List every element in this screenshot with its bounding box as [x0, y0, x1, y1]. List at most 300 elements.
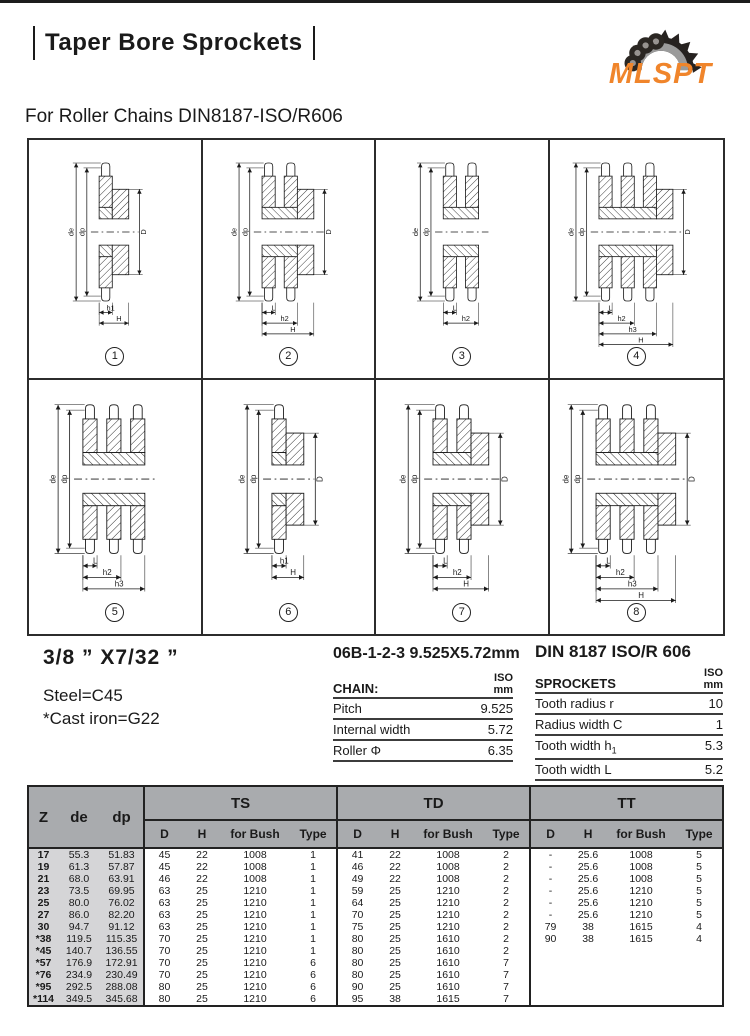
chain-row: [333, 741, 513, 762]
table-cell: [570, 993, 606, 1006]
svg-text:H: H: [289, 324, 296, 334]
svg-text:D: D: [314, 476, 324, 482]
table-cell: 17: [28, 848, 58, 861]
din-label: Tooth width L: [535, 761, 612, 777]
svg-text:h3: h3: [628, 324, 637, 334]
table-row: [28, 957, 723, 969]
sprocket-diagram-5: [29, 380, 203, 634]
table-cell: *114: [28, 993, 58, 1006]
table-cell: 49: [337, 873, 377, 885]
din-table-title: DIN 8187 ISO/R 606: [535, 642, 691, 661]
table-cell: 80: [144, 981, 184, 993]
din-value: 10: [708, 696, 723, 712]
table-cell: 91.12: [100, 921, 144, 933]
table-cell: 119.5: [58, 933, 100, 945]
page-header: [33, 26, 315, 60]
table-cell: [676, 957, 723, 969]
table-cell: 70: [144, 969, 184, 981]
table-cell: 172.91: [100, 957, 144, 969]
sprocket-diagram-6: [203, 380, 377, 634]
table-cell: 55.3: [58, 848, 100, 861]
table-cell: 80.0: [58, 897, 100, 909]
diagram-number: 7: [452, 603, 471, 622]
chain-value: 9.525: [480, 701, 513, 717]
table-cell: 2: [503, 873, 509, 885]
svg-text:h1: h1: [106, 303, 115, 313]
table-cell: 176.9: [58, 957, 100, 969]
table-cell: 1210: [243, 921, 267, 933]
table-cell: 4: [696, 921, 702, 933]
table-cell: 25: [196, 921, 208, 933]
table-cell: 1210: [243, 981, 267, 993]
sub-header: Type: [676, 820, 723, 848]
table-cell: 63: [144, 885, 184, 897]
table-row: [28, 945, 723, 957]
svg-text:de: de: [66, 227, 76, 237]
table-cell: -: [530, 848, 570, 861]
table-cell: 21: [28, 873, 58, 885]
table-cell: 2: [503, 945, 509, 957]
table-cell: *95: [28, 981, 58, 993]
dimension-table-body: [28, 848, 723, 1006]
col-header-dp: dp: [100, 786, 144, 848]
sub-header: for Bush: [413, 820, 483, 848]
table-cell: 1615: [436, 993, 460, 1005]
table-cell: 80: [144, 993, 184, 1006]
table-cell: 57.87: [100, 861, 144, 873]
svg-text:L: L: [93, 556, 98, 566]
table-cell: 75: [337, 921, 377, 933]
table-cell: 1: [310, 933, 316, 945]
table-cell: 38: [582, 921, 594, 933]
title-left-bar: [33, 26, 35, 60]
din-row: [535, 715, 723, 736]
table-cell: 22: [196, 873, 208, 885]
page-title: Taper Bore Sprockets: [45, 29, 303, 56]
table-cell: [606, 957, 676, 969]
group-header-TD: TD: [337, 786, 530, 820]
table-cell: [530, 945, 570, 957]
table-cell: 25.6: [577, 909, 599, 921]
din-unit: ISO mm: [703, 667, 723, 691]
table-cell: 38: [389, 993, 401, 1005]
table-cell: 22: [389, 849, 401, 861]
table-cell: *76: [28, 969, 58, 981]
svg-text:de: de: [48, 474, 58, 484]
steel-spec: Steel=C45: [43, 686, 123, 705]
table-cell: 136.55: [100, 945, 144, 957]
chain-size: 3/8 ” X7/32 ”: [43, 646, 179, 669]
svg-text:dp: dp: [239, 227, 249, 237]
svg-text:H: H: [463, 579, 470, 589]
table-cell: 349.5: [58, 993, 100, 1006]
table-cell: 80: [337, 957, 377, 969]
svg-text:de: de: [410, 227, 420, 237]
table-cell: 45: [144, 861, 184, 873]
sprocket-diagram-3: [376, 140, 550, 380]
table-cell: 51.83: [100, 848, 144, 861]
svg-text:de: de: [566, 227, 575, 237]
sprocket-diagram-1: [29, 140, 203, 380]
table-cell: 90: [530, 933, 570, 945]
svg-text:dp: dp: [77, 227, 87, 237]
table-cell: 25.6: [577, 885, 599, 897]
sprocket-drawing-icon: [29, 380, 201, 603]
sub-header: H: [570, 820, 606, 848]
table-cell: 1008: [629, 861, 653, 873]
table-cell: 2: [503, 909, 509, 921]
table-cell: 25: [389, 969, 401, 981]
table-cell: 1: [310, 861, 316, 873]
table-cell: 25: [196, 957, 208, 969]
table-cell: 63: [144, 897, 184, 909]
spec-block: [43, 646, 179, 729]
sub-header: Type: [483, 820, 530, 848]
table-cell: 1610: [436, 945, 460, 957]
svg-text:h3: h3: [114, 579, 124, 589]
diagram-number: 2: [279, 347, 298, 366]
table-cell: 25: [196, 885, 208, 897]
sub-header: Type: [290, 820, 337, 848]
table-cell: *45: [28, 945, 58, 957]
table-row: [28, 848, 723, 861]
table-cell: 1210: [243, 993, 267, 1005]
sub-header: D: [530, 820, 570, 848]
chain-table-header: [333, 673, 513, 699]
table-cell: 25: [389, 909, 401, 921]
svg-text:de: de: [398, 474, 408, 484]
table-row: [28, 921, 723, 933]
col-header-Z: Z: [28, 786, 58, 848]
table-cell: 94.7: [58, 921, 100, 933]
table-cell: 2: [503, 861, 509, 873]
table-cell: 95: [337, 993, 377, 1006]
table-cell: 288.08: [100, 981, 144, 993]
table-cell: 1008: [243, 873, 267, 885]
table-cell: 1: [310, 897, 316, 909]
cast-iron-spec: *Cast iron=G22: [43, 709, 160, 728]
table-cell: 2: [503, 921, 509, 933]
table-cell: 5: [696, 873, 702, 885]
din-value: 1: [715, 717, 723, 733]
sub-header: H: [184, 820, 220, 848]
table-cell: 2: [503, 897, 509, 909]
table-cell: 25: [389, 933, 401, 945]
diagram-number: 5: [105, 603, 124, 622]
top-rule: [0, 0, 750, 3]
table-cell: 1008: [629, 849, 653, 861]
table-cell: 5: [696, 885, 702, 897]
table-cell: 1008: [243, 849, 267, 861]
table-cell: 5: [696, 849, 702, 861]
table-cell: 63: [144, 921, 184, 933]
table-cell: 1210: [243, 909, 267, 921]
svg-text:L: L: [452, 303, 457, 313]
sprocket-diagram-grid: [27, 138, 725, 636]
dimension-table-head: [28, 786, 723, 848]
table-cell: 1: [310, 945, 316, 957]
table-cell: 30: [28, 921, 58, 933]
table-cell: 79: [530, 921, 570, 933]
chain-value: 5.72: [487, 722, 513, 738]
table-cell: 1615: [629, 921, 653, 933]
din-label: Radius width C: [535, 717, 623, 733]
table-cell: 7: [503, 981, 509, 993]
sprocket-diagram-7: [376, 380, 550, 634]
table-cell: 6: [310, 981, 316, 993]
table-cell: 22: [389, 873, 401, 885]
table-row: [28, 909, 723, 921]
table-cell: [676, 969, 723, 981]
sub-header: for Bush: [220, 820, 290, 848]
table-cell: 1210: [243, 897, 267, 909]
table-cell: 6: [310, 957, 316, 969]
table-row: [28, 969, 723, 981]
sprocket-diagram-4: [550, 140, 724, 380]
table-cell: 7: [503, 969, 509, 981]
group-header-TS: TS: [144, 786, 337, 820]
table-cell: 2: [503, 885, 509, 897]
table-cell: 5: [696, 909, 702, 921]
svg-text:de: de: [561, 474, 571, 484]
table-cell: 46: [337, 861, 377, 873]
table-cell: 1: [310, 873, 316, 885]
svg-text:h2: h2: [461, 314, 470, 324]
chain-label: Roller Φ: [333, 743, 381, 759]
sub-header: D: [144, 820, 184, 848]
table-cell: 1210: [243, 957, 267, 969]
svg-text:de: de: [237, 474, 247, 484]
table-cell: 25: [196, 981, 208, 993]
table-cell: 90: [337, 981, 377, 993]
table-cell: 70: [337, 909, 377, 921]
table-cell: 1610: [436, 957, 460, 969]
table-cell: *38: [28, 933, 58, 945]
svg-text:dp: dp: [59, 474, 69, 484]
chain-value: 6.35: [487, 743, 513, 759]
svg-text:H: H: [289, 568, 296, 578]
diagram-number: 3: [452, 347, 471, 366]
table-cell: [606, 969, 676, 981]
table-cell: [676, 981, 723, 993]
sprocket-diagram-2: [203, 140, 377, 380]
table-cell: 76.02: [100, 897, 144, 909]
table-cell: 25: [28, 897, 58, 909]
table-cell: 22: [196, 849, 208, 861]
table-cell: 82.20: [100, 909, 144, 921]
table-cell: [570, 945, 606, 957]
table-cell: [606, 993, 676, 1006]
sprocket-diagram-8: [550, 380, 724, 634]
table-cell: 1210: [629, 885, 653, 897]
svg-text:L: L: [270, 303, 276, 313]
svg-text:H: H: [637, 335, 644, 345]
table-cell: 25: [389, 897, 401, 909]
sprocket-drawing-icon: [29, 140, 201, 347]
table-cell: 25: [389, 945, 401, 957]
table-cell: 25: [196, 993, 208, 1005]
table-cell: 25: [389, 921, 401, 933]
table-cell: 69.95: [100, 885, 144, 897]
din-label: Tooth radius r: [535, 696, 614, 712]
table-cell: 63.91: [100, 873, 144, 885]
table-cell: [570, 957, 606, 969]
din-table-header: [535, 668, 723, 694]
table-cell: 25: [196, 897, 208, 909]
table-cell: [570, 969, 606, 981]
table-cell: 68.0: [58, 873, 100, 885]
svg-text:H: H: [637, 591, 644, 601]
svg-text:dp: dp: [410, 474, 420, 484]
svg-text:h3: h3: [627, 579, 637, 589]
svg-text:dp: dp: [421, 227, 431, 237]
table-cell: 46: [144, 873, 184, 885]
svg-text:D: D: [323, 229, 333, 235]
svg-text:h2: h2: [102, 568, 112, 578]
company-logo: [598, 10, 723, 96]
table-row: [28, 993, 723, 1006]
svg-text:h2: h2: [280, 314, 289, 324]
sub-header: D: [337, 820, 377, 848]
svg-text:L: L: [607, 303, 613, 313]
table-cell: 1008: [436, 849, 460, 861]
table-cell: 7: [503, 957, 509, 969]
svg-text:D: D: [138, 229, 148, 235]
table-cell: 25: [196, 945, 208, 957]
table-cell: 1: [310, 885, 316, 897]
title-right-bar: [313, 26, 315, 60]
table-cell: 6: [310, 993, 316, 1005]
table-cell: 80: [337, 933, 377, 945]
diagram-number: 4: [627, 347, 646, 366]
table-cell: [530, 993, 570, 1006]
table-cell: [606, 981, 676, 993]
din-header-label: SPROCKETS: [535, 676, 616, 692]
table-cell: 1210: [436, 885, 460, 897]
table-cell: 345.68: [100, 993, 144, 1006]
svg-text:D: D: [500, 476, 510, 482]
table-cell: 70: [144, 933, 184, 945]
diagram-number: 8: [627, 603, 646, 622]
sub-header: H: [377, 820, 413, 848]
table-cell: [570, 981, 606, 993]
table-cell: 5: [696, 861, 702, 873]
svg-text:D: D: [686, 476, 696, 482]
sprocket-drawing-icon: [376, 140, 548, 347]
table-cell: 64: [337, 897, 377, 909]
table-cell: 1210: [436, 921, 460, 933]
table-cell: 5: [696, 897, 702, 909]
table-cell: 25: [389, 981, 401, 993]
svg-text:L: L: [443, 556, 448, 566]
table-cell: 1610: [436, 981, 460, 993]
table-cell: 19: [28, 861, 58, 873]
table-cell: 25: [389, 885, 401, 897]
din-row: [535, 694, 723, 715]
table-cell: 1210: [243, 945, 267, 957]
table-cell: 1610: [436, 933, 460, 945]
din-value: 5.2: [704, 761, 723, 777]
table-cell: 115.35: [100, 933, 144, 945]
svg-text:de: de: [229, 227, 239, 237]
diagram-number: 6: [279, 603, 298, 622]
sprocket-drawing-icon: [203, 380, 375, 603]
table-cell: [606, 945, 676, 957]
table-cell: 1: [310, 909, 316, 921]
table-cell: 292.5: [58, 981, 100, 993]
chain-label: Pitch: [333, 701, 362, 717]
sprocket-drawing-icon: [550, 380, 724, 603]
table-cell: 1: [310, 921, 316, 933]
table-cell: 1210: [629, 909, 653, 921]
svg-text:D: D: [682, 229, 692, 235]
table-cell: 38: [582, 933, 594, 945]
table-cell: 1210: [243, 885, 267, 897]
table-cell: 25: [196, 909, 208, 921]
table-cell: 80: [337, 945, 377, 957]
table-row: [28, 873, 723, 885]
table-cell: 234.9: [58, 969, 100, 981]
svg-text:L: L: [605, 556, 611, 566]
table-cell: 61.3: [58, 861, 100, 873]
table-cell: 25: [389, 957, 401, 969]
chain-unit: ISO mm: [493, 672, 513, 696]
table-cell: *57: [28, 957, 58, 969]
table-row: [28, 897, 723, 909]
table-row: [28, 885, 723, 897]
chain-label: Internal width: [333, 722, 411, 738]
table-cell: 25.6: [577, 861, 599, 873]
table-cell: [530, 981, 570, 993]
table-cell: 73.5: [58, 885, 100, 897]
svg-text:dp: dp: [572, 474, 582, 484]
table-cell: 230.49: [100, 969, 144, 981]
table-cell: 23: [28, 885, 58, 897]
table-cell: [676, 993, 723, 1006]
table-cell: 1: [310, 849, 316, 861]
svg-text:H: H: [116, 314, 122, 324]
table-cell: 25.6: [577, 849, 599, 861]
svg-text:h2: h2: [615, 568, 625, 578]
table-cell: 22: [196, 861, 208, 873]
table-cell: 1210: [436, 897, 460, 909]
svg-text:dp: dp: [248, 474, 258, 484]
table-cell: -: [530, 861, 570, 873]
table-row: [28, 981, 723, 993]
table-cell: 86.0: [58, 909, 100, 921]
chain-header-label: CHAIN:: [333, 681, 379, 697]
chain-spec-table: [333, 645, 520, 762]
table-cell: 2: [503, 933, 509, 945]
table-cell: 25: [196, 969, 208, 981]
table-cell: 25: [196, 933, 208, 945]
table-cell: 1615: [629, 933, 653, 945]
svg-text:dp: dp: [576, 227, 586, 237]
table-cell: 4: [696, 933, 702, 945]
svg-text:h1: h1: [279, 556, 289, 566]
table-cell: 63: [144, 909, 184, 921]
table-cell: 7: [503, 993, 509, 1005]
col-header-de: de: [58, 786, 100, 848]
table-cell: 2: [503, 849, 509, 861]
table-cell: 1210: [243, 969, 267, 981]
table-cell: 1008: [436, 873, 460, 885]
sprocket-drawing-icon: [550, 140, 724, 347]
table-cell: 1008: [629, 873, 653, 885]
table-cell: 45: [144, 848, 184, 861]
sprocket-drawing-icon: [376, 380, 548, 603]
table-cell: 1610: [436, 969, 460, 981]
